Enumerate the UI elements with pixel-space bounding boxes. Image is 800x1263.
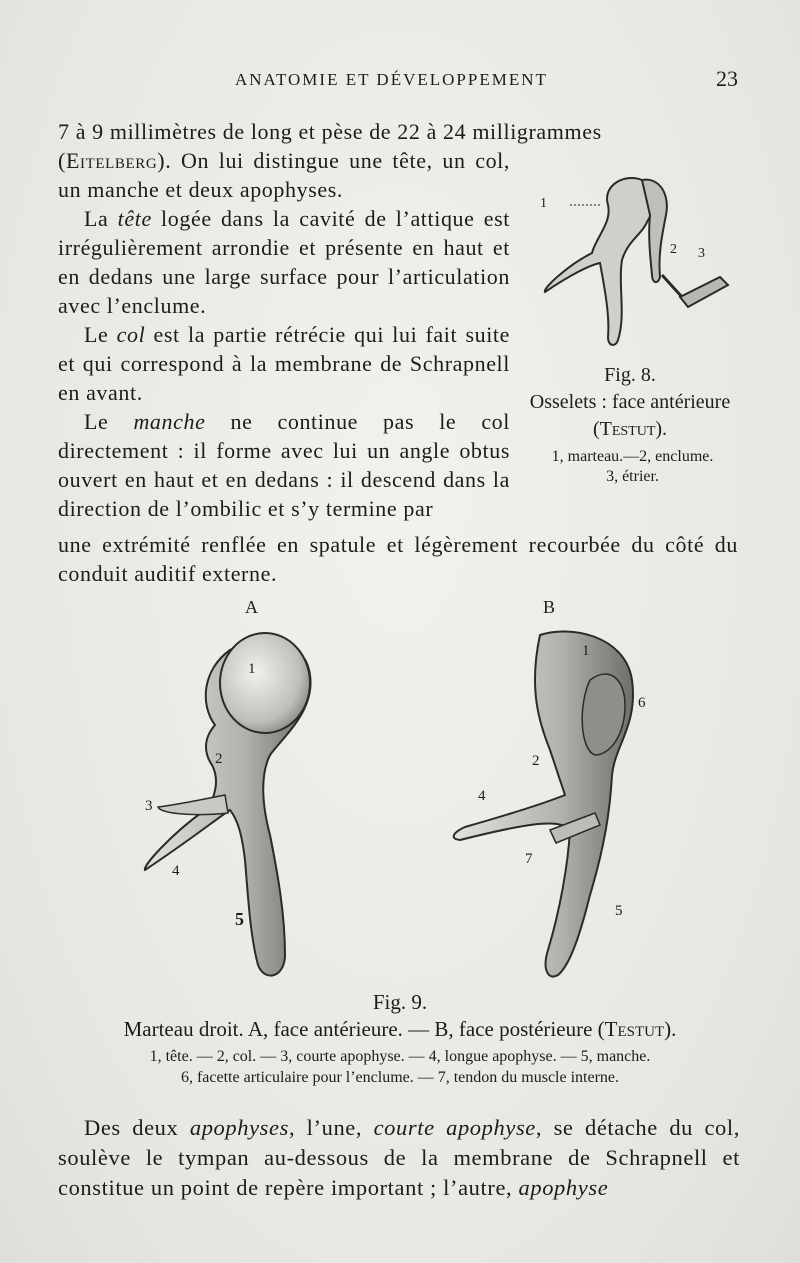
fig8-author-testut: Testut (599, 418, 656, 440)
fig9-legend-line2: 6, facette articulaire pour l’enclume. — 7, tendon du muscle interne. (180, 1069, 620, 1086)
fig9-caption-pre: Marteau droit. A, face antérieure. — B, face postérieure ( (123, 1017, 605, 1041)
fig9-label-A: A (245, 597, 258, 617)
running-head: ANATOMIE ET DÉVELOPPEMENT (235, 70, 548, 89)
fig8-caption-post: ). (655, 418, 668, 440)
p2-post: logée dans la cavité de l’attique est irrégulièrement arrondie et présente en haut et en dedans une large surface pour l’articulation avec l’enclume. (58, 206, 510, 318)
p2-pre: La (84, 206, 118, 231)
paragraph-manche (58, 407, 510, 523)
p3-pre: Le (84, 322, 117, 347)
fig8-label-1: 1 (540, 196, 547, 211)
fig9a-label-1: 1 (248, 661, 256, 677)
figure-8-ossicles-illustration (530, 165, 750, 365)
paragraph-col (58, 320, 510, 407)
bottom-t1: Des deux (84, 1115, 190, 1140)
p4-pre: Le (84, 409, 134, 434)
fig9-legend-line1: 1, tête. — 2, col. — 3, courte apophyse. — 4, longue apophyse. — 5, manche. (149, 1048, 651, 1065)
paragraph-1-rest: ). On lui distingue une tête, un col, un manche et deux apophyses. (58, 148, 510, 202)
fig9a-label-2: 2 (215, 751, 223, 767)
fig9-label-B: B (543, 597, 556, 617)
p4-post: ne continue pas le col directement : il forme avec lui un angle obtus ouvert en haut et en dedans : il descend dans la direction de l’ombilic et s’y termine par (58, 409, 510, 521)
term-col: col (116, 322, 146, 347)
fig9b-label-2: 2 (532, 753, 540, 769)
term-courte-apophyse: courte apophyse (373, 1115, 536, 1140)
page-number: 23 (716, 66, 738, 91)
fig8-legend-line1: 1, marteau.—2, enclume. (551, 448, 714, 465)
fig9b-label-7: 7 (525, 851, 533, 867)
fig8-label-3: 3 (698, 246, 705, 261)
line-1: 7 à 9 millimètres de long et pèse de 22 à 24 milligrammes (58, 119, 602, 144)
term-apophyses: apophyses (189, 1115, 289, 1140)
fig9-author-testut: Testut (604, 1017, 665, 1041)
figure-9-subtitle (60, 1017, 740, 1042)
bottom-t5: , se détache du col, soulève le tympan au-dessous de la membrane de Schrapnell et constitue un point de repère important ; l’autre, (58, 1115, 740, 1200)
figure-8-caption (515, 362, 745, 443)
fig9b-label-4: 4 (478, 788, 486, 804)
paragraph-tete (58, 204, 510, 320)
figure-9-legend (65, 1046, 735, 1088)
fig9b-label-6: 6 (638, 695, 646, 711)
fig9a-label-5: 5 (235, 909, 244, 929)
fig9a-label-3: 3 (145, 798, 153, 814)
fig9b-label-5: 5 (615, 903, 623, 919)
term-manche: manche (133, 409, 206, 434)
fig8-caption-pre: Osselets : face antérieure ( (529, 391, 731, 440)
paragraph-weight-continuation: (Eitelberg). On lui distingue une tête, un col, un manche et deux apophyses. (58, 148, 510, 202)
figure-8-title: Fig. 8. (604, 364, 656, 386)
author-eitelberg: Eitelberg (65, 148, 158, 173)
page-header (0, 66, 800, 100)
term-tete: tête (117, 206, 152, 231)
paragraph-apophyses (58, 1113, 740, 1203)
fig9-caption-post: ). (664, 1017, 677, 1041)
p3-post: est la partie rétrécie qui lui fait suite et qui correspond à la membrane de Schrapnell en avant. (58, 322, 510, 405)
paragraph-manche-tail: une extrémité renflée en spatule et légèrement recourbée du côté du conduit auditif externe. (58, 532, 738, 586)
bottom-t3: , l’une, (288, 1115, 374, 1140)
figure-8-subtitle (515, 389, 745, 443)
figure-8-legend (520, 447, 745, 487)
fig9a-label-4: 4 (172, 863, 180, 879)
fig9b-label-1: 1 (582, 643, 590, 659)
figure-9-title: Fig. 9. (372, 990, 428, 1014)
term-apophyse: apophyse (518, 1175, 609, 1200)
fig8-label-2: 2 (670, 242, 677, 257)
figure-9-malleus-illustration (120, 595, 680, 990)
fig8-legend-line2: 3, étrier. (606, 468, 659, 485)
